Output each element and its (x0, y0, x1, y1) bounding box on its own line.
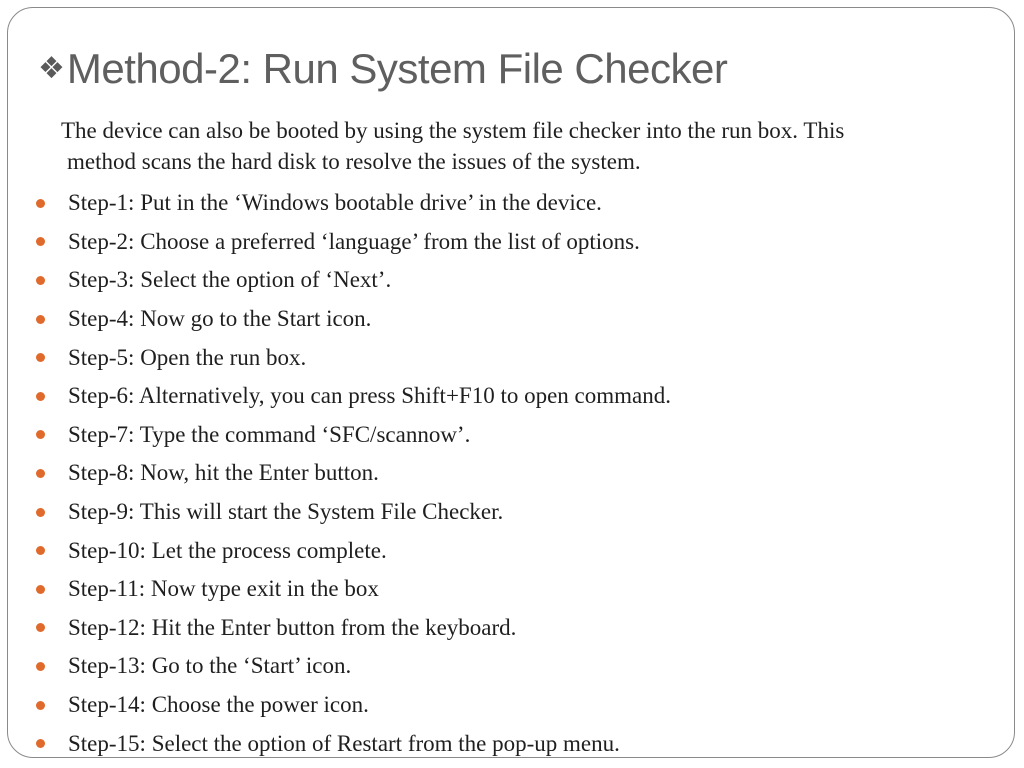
slide-frame (7, 7, 1015, 758)
step-item (35, 647, 671, 686)
step-text: Step-12: Hit the Enter button from the keyboard. (68, 614, 517, 640)
intro-line-1: The device can also be booted by using the system file checker into the run box. This (61, 118, 845, 143)
step-text: Step-3: Select the option of ‘Next’. (68, 267, 392, 293)
step-text: Step-6: Alternatively, you can press Shift+F10 to open command. (68, 383, 671, 409)
bullet-dot-icon (36, 276, 45, 285)
step-item (35, 686, 671, 725)
step-text: Step-9: This will start the System File Checker. (68, 499, 504, 525)
step-item (35, 609, 671, 648)
step-item (35, 300, 671, 339)
bullet-dot-icon (36, 701, 45, 710)
step-item (35, 338, 671, 377)
step-text: Step-4: Now go to the Start icon. (68, 306, 372, 332)
bullet-dot-icon (36, 237, 45, 246)
diamond-bullet-icon: ❖ (38, 51, 65, 87)
step-item (35, 184, 671, 223)
slide-title-row (38, 46, 727, 92)
step-item (35, 223, 671, 262)
step-text: Step-8: Now, hit the Enter button. (68, 460, 379, 486)
step-item (35, 377, 671, 416)
bullet-dot-icon (36, 585, 45, 594)
step-text: Step-7: Type the command ‘SFC/scannow’. (68, 421, 471, 447)
intro-paragraph (61, 115, 1015, 177)
bullet-dot-icon (36, 353, 45, 362)
bullet-dot-icon (36, 199, 45, 208)
bullet-dot-icon (36, 392, 45, 401)
steps-list (35, 184, 671, 758)
step-item (35, 724, 671, 758)
step-text: Step-11: Now type exit in the box (68, 576, 379, 602)
step-item (35, 416, 671, 455)
step-text: Step-5: Open the run box. (68, 344, 307, 370)
intro-line-2: method scans the hard disk to resolve the issues of the system. (67, 149, 641, 174)
bullet-dot-icon (36, 662, 45, 671)
bullet-dot-icon (36, 315, 45, 324)
step-item (35, 531, 671, 570)
bullet-dot-icon (36, 739, 45, 748)
step-item (35, 493, 671, 532)
bullet-dot-icon (36, 546, 45, 555)
step-item (35, 261, 671, 300)
step-text: Step-2: Choose a preferred ‘language’ from the list of options. (68, 228, 640, 254)
bullet-dot-icon (36, 469, 45, 478)
step-text: Step-14: Choose the power icon. (68, 692, 369, 718)
step-text: Step-15: Select the option of Restart from the pop-up menu. (68, 730, 620, 756)
bullet-dot-icon (36, 430, 45, 439)
step-text: Step-13: Go to the ‘Start’ icon. (68, 653, 352, 679)
step-item (35, 454, 671, 493)
step-text: Step-1: Put in the ‘Windows bootable drive’ in the device. (68, 190, 602, 216)
step-text: Step-10: Let the process complete. (68, 537, 387, 563)
bullet-dot-icon (36, 508, 45, 517)
bullet-dot-icon (36, 623, 45, 632)
slide-title: Method-2: Run System File Checker (66, 45, 728, 92)
step-item (35, 570, 671, 609)
